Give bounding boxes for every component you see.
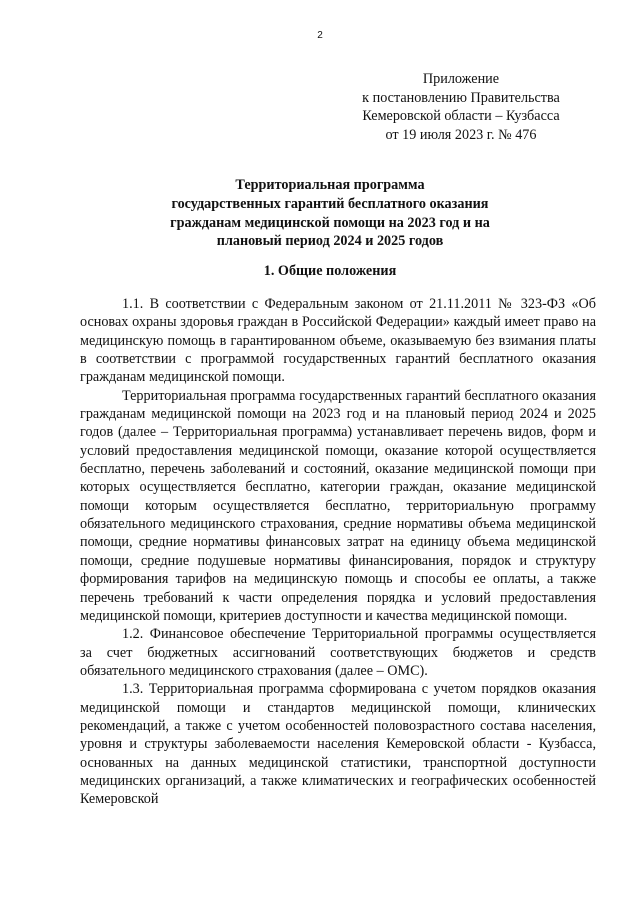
appendix-line: от 19 июля 2023 г. № 476	[385, 126, 537, 143]
appendix-line: Кемеровской области – Кузбасса	[362, 108, 560, 124]
title-line: государственных гарантий бесплатного оказания	[171, 195, 489, 212]
paragraph: 1.3. Территориальная программа сформирована с учетом порядков оказания медицинской помощи и стандартов медицинской помощи, клинических рекомендаций, а также с учетом особенностей половозрастного состава населения, уровня и структуры заболеваемости населения Кемеровской области - Кузбасса, основанных на данных медицинской статистики, транспортной доступности медицинских организаций, а также климатических и географических особенностей Кемеровской	[80, 681, 596, 808]
title-line: плановый период 2024 и 2025 годов	[216, 233, 444, 250]
appendix-line: к постановлению Правительства	[362, 89, 560, 106]
paragraph: 1.1. В соответствии с Федеральным законом от 21.11.2011 № 323-ФЗ «Об основах охраны здоровья граждан в Российской Федерации» каждый имеет право на медицинскую помощь в гарантированном объеме, оказываемую без взимания платы в соответствии с программой государственных гарантий бесплатного оказания гражданам медицинской помощи.	[80, 296, 596, 386]
appendix-line: Приложение	[422, 71, 500, 87]
paragraph: 1.2. Финансовое обеспечение Территориальной программы осуществляется за счет бюджетных ассигнований соответствующих бюджетов и средств обязательного медицинского страхования (далее – ОМС).	[80, 626, 596, 679]
body-text	[80, 295, 596, 809]
document-title	[95, 176, 565, 251]
title-line: Территориальная программа	[235, 177, 425, 193]
page-number: 2	[317, 30, 323, 41]
paragraph: Территориальная программа государственных гарантий бесплатного оказания гражданам медицинской помощи на 2023 год и на плановый период 2024 и 2025 годов (далее – Территориальная программа) устанавливает перечень видов, форм и условий предоставления медицинской помощи, оказание которой осуществляется бесплатно, перечень заболеваний и состояний, оказание медицинской помощи при которых осуществляется бесплатно, категории граждан, оказание медицинской помощи которым осуществляется бесплатно, территориальную программу обязательного медицинского страхования, средние нормативы объема медицинской помощи, средние нормативы финансовых затрат на единицу объема медицинской помощи, средние подушевые нормативы финансирования, порядок и структуру формирования тарифов на медицинскую помощь и способы ее оплаты, а также перечень требований к части определения порядка и условий предоставления медицинской помощи, критериев доступности и качества медицинской помощи.	[80, 387, 596, 624]
section-heading: 1. Общие положения	[263, 263, 397, 279]
title-line: гражданам медицинской помощи на 2023 год и на	[170, 214, 490, 231]
appendix-block	[340, 70, 582, 144]
